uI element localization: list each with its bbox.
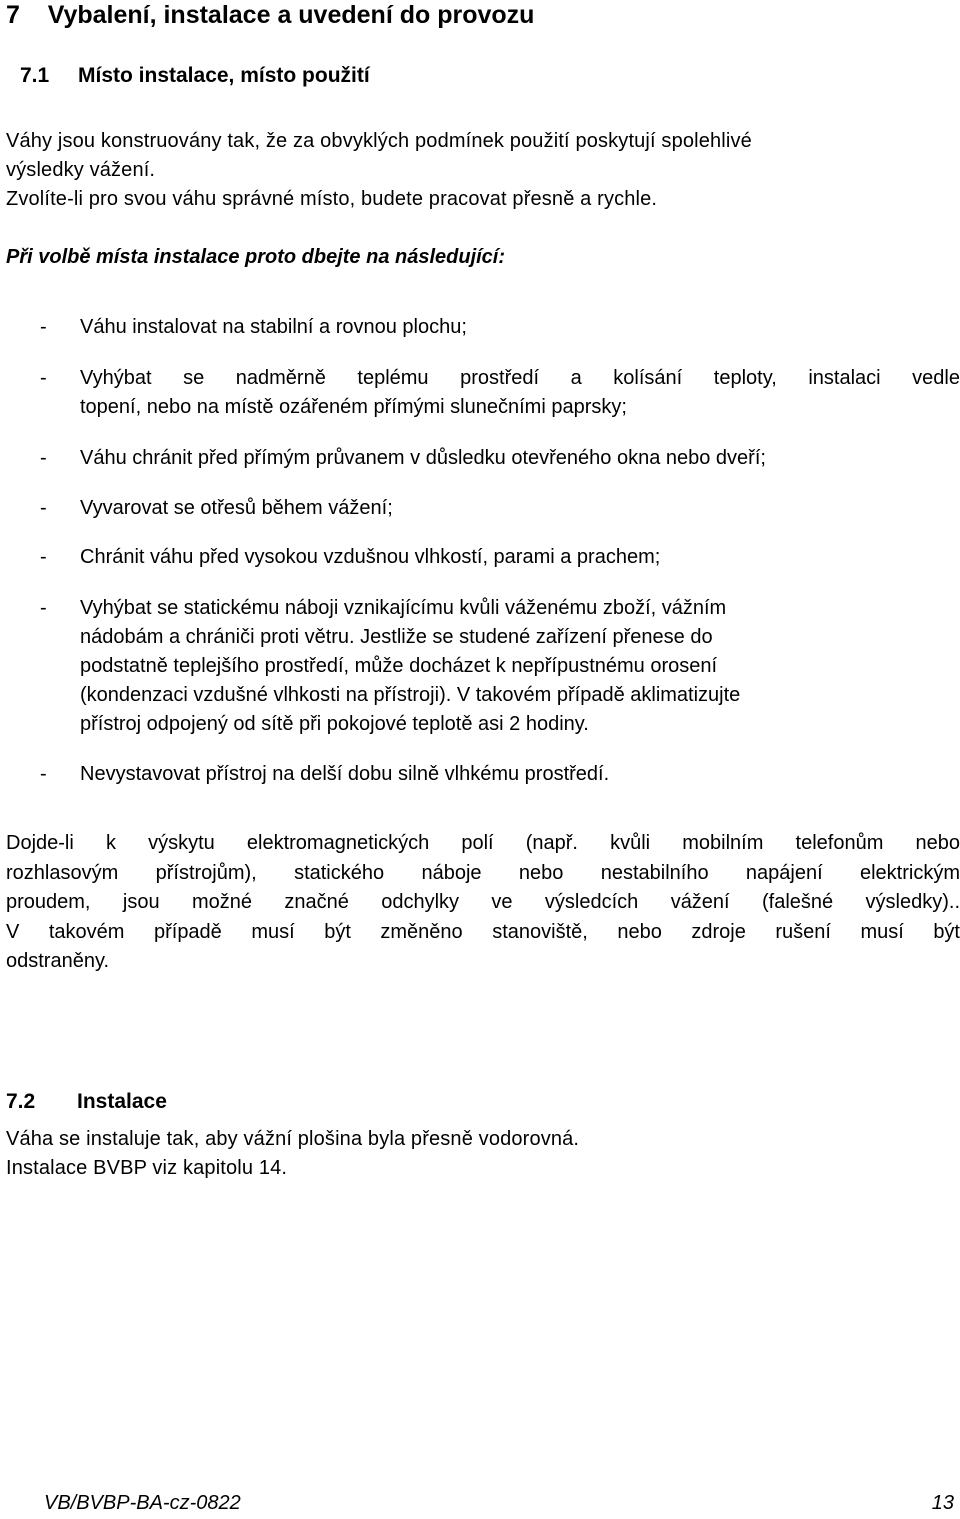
paragraph-line: Dojde-li k výskytu elektromagnetických polí (např. kvůli mobilním telefonům nebo	[6, 832, 960, 854]
section-title: Instalace	[77, 1090, 167, 1113]
list-item	[80, 364, 960, 422]
list-item-line: Vyhýbat se nadměrně teplému prostředí a kolísání teploty, instalaci vedle	[80, 367, 960, 389]
installation-line-1: Váha se instaluje tak, aby vážní plošina byla přesně vodorovná.	[6, 1128, 580, 1150]
instruction-lead: Při volbě místa instalace proto dbejte na následující:	[6, 246, 506, 268]
list-bullet: -	[40, 447, 47, 469]
paragraph-line: odstraněny.	[6, 950, 110, 972]
list-bullet: -	[40, 367, 47, 389]
list-item-line: Váhu chránit před přímým průvanem v důsledku otevřeného okna nebo dveří;	[80, 447, 766, 469]
list-item-line: přístroj odpojený od sítě při pokojové teplotě asi 2 hodiny.	[80, 713, 589, 735]
list-item	[80, 594, 960, 739]
section-title: Místo instalace, místo použití	[78, 64, 370, 87]
list-item	[80, 494, 960, 523]
list-item-line: Vyhýbat se statickému náboji vznikajícímu kvůli váženému zboží, vážním	[80, 597, 727, 619]
chapter-title: Vybalení, instalace a uvedení do provozu	[47, 1, 535, 29]
list-bullet: -	[40, 597, 47, 619]
list-bullet: -	[40, 546, 47, 568]
section-heading-7-2	[6, 1089, 167, 1115]
installation-line-2: Instalace BVBP viz kapitolu 14.	[6, 1157, 288, 1179]
list-bullet: -	[40, 497, 47, 519]
list-item-line: Chránit váhu před vysokou vzdušnou vlhkostí, parami a prachem;	[80, 546, 661, 568]
footer-document-code: VB/BVBP-BA-cz-0822	[44, 1492, 241, 1514]
section-number: 7.1	[20, 64, 50, 87]
paragraph-line: V takovém případě musí být změněno stanoviště, nebo zdroje rušení musí být	[6, 920, 960, 943]
intro-line-2: výsledky vážení.	[6, 159, 156, 181]
emc-note-paragraph	[6, 829, 960, 977]
intro-line-1: Váhy jsou konstruovány tak, že za obvyklých podmínek použití poskytují spolehlivé	[6, 130, 752, 152]
list-item-line: Váhu instalovat na stabilní a rovnou plochu;	[80, 316, 467, 338]
paragraph-line: proudem, jsou možné značné odchylky ve výsledcích vážení (falešné výsledky)..	[6, 891, 960, 913]
footer-page-number: 13	[931, 1492, 954, 1514]
intro-line-3: Zvolíte-li pro svou váhu správné místo, budete pracovat přesně a rychle.	[6, 188, 658, 210]
list-item	[80, 760, 960, 789]
list-item-line: Vyvarovat se otřesů během vážení;	[80, 497, 393, 519]
section-heading-7-1	[20, 63, 370, 89]
list-item	[80, 444, 960, 473]
list-item-line: topení, nebo na místě ozářeném přímými slunečními paprsky;	[80, 396, 627, 418]
list-item	[80, 543, 960, 572]
list-bullet: -	[40, 763, 47, 785]
list-bullet: -	[40, 316, 47, 338]
section-number: 7.2	[6, 1090, 36, 1113]
list-item	[80, 313, 960, 342]
chapter-number: 7	[6, 1, 20, 29]
chapter-heading	[6, 0, 534, 30]
list-item-line: Nevystavovat přístroj na delší dobu silně vlhkému prostředí.	[80, 763, 610, 785]
paragraph-line: rozhlasovým přístrojům), statického náboje nebo nestabilního napájení elektrickým	[6, 861, 960, 884]
list-item-line: nádobám a chrániči proti větru. Jestliže se studené zařízení přenese do	[80, 626, 713, 648]
list-item-line: (kondenzaci vzdušné vlhkosti na přístroji). V takovém případě aklimatizujte	[80, 684, 741, 706]
list-item-line: podstatně teplejšího prostředí, může docházet k nepřípustnému orosení	[80, 655, 718, 677]
